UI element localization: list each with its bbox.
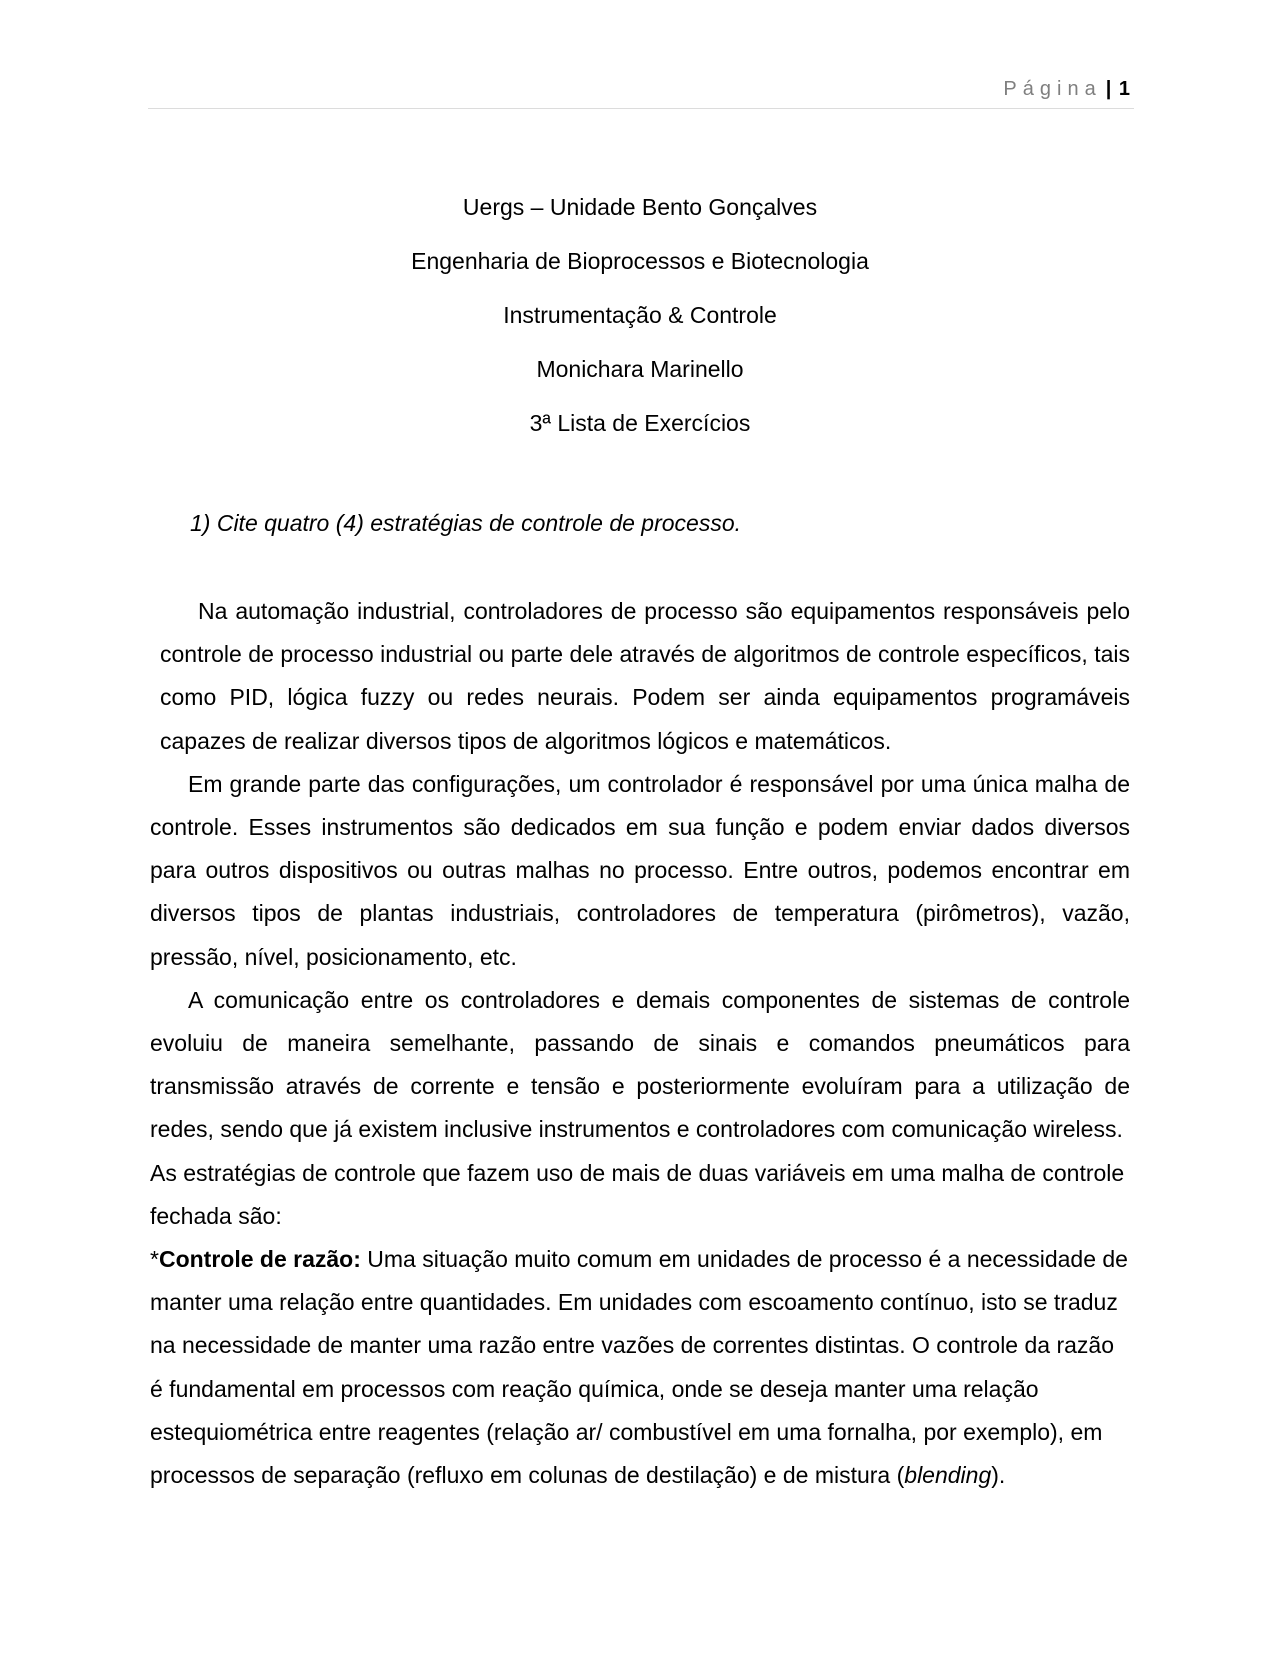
course-line: Engenharia de Bioprocessos e Biotecnologia [411,248,869,274]
page-number [1003,78,1130,101]
page-header [148,74,1134,109]
question-1: 1) Cite quatro (4) estratégias de controle de processo. [190,510,742,536]
ratio-control-text: Uma situação muito comum em unidades de processo é a necessidade de manter uma relação entre quantidades. Em unidades com escoamento contínuo, isto se traduz na necessidade de manter uma razão entre vazões de correntes distintas. O controle da razão é fundamental em processos com reação química, onde se deseja manter uma relação estequiométrica entre reagentes (relação ar/ combustível em uma fornalha, por exemplo), em processos de separação (refluxo em colunas de destilação) e de mistura ( [150,1246,1128,1489]
document-body [150,590,1130,1497]
paragraph-4: As estratégias de controle que fazem uso de mais de duas variáveis em uma malha de controle fechada são: [150,1159,1125,1229]
page-separator: | [1105,78,1112,100]
paragraph-1: Na automação industrial, controladores de processo são equipamentos responsáveis pelo controle de processo industrial ou parte dele através de algoritmos de controle específicos, tais como PID, lógica fuzzy ou redes neurais. Podem ser ainda equipamentos programáveis capazes de realizar diversos tipos de algoritmos lógicos e matemáticos. [160,598,1130,754]
author-line: Monichara Marinello [536,356,744,382]
page-number-value: 1 [1118,78,1130,100]
bullet-asterisk: * [150,1246,159,1273]
ratio-control-heading: Controle de razão: [158,1246,361,1273]
subject-line: Instrumentação & Controle [503,302,777,328]
paragraph-3: A comunicação entre os controladores e demais componentes de sistemas de controle evoluiu de maneira semelhante, passando de sinais e comandos pneumáticos para transmissão através de corrente e tensão e posteriormente evoluíram para a utilização de redes, sendo que já existem inclusive instrumentos e controladores com comunicação wireless. [150,986,1130,1143]
paragraph-2: Em grande parte das configurações, um controlador é responsável por uma única malha de controle. Esses instrumentos são dedicados em sua função e podem enviar dados diversos para outros dispositivos ou outras malhas no processo. Entre outros, podemos encontrar em diversos tipos de plantas industriais, controladores de temperatura (pirômetros), vazão, pressão, nível, posicionamento, etc. [150,770,1130,970]
exercise-list-line: 3ª Lista de Exercícios [529,410,751,436]
blending-term: blending [904,1462,992,1489]
ratio-control-end: ). [991,1462,1006,1489]
title-block [0,180,1280,450]
institution-line: Uergs – Unidade Bento Gonçalves [462,194,818,220]
paragraph-ratio-control [150,1238,1130,1497]
page-label: Página [1003,78,1102,100]
